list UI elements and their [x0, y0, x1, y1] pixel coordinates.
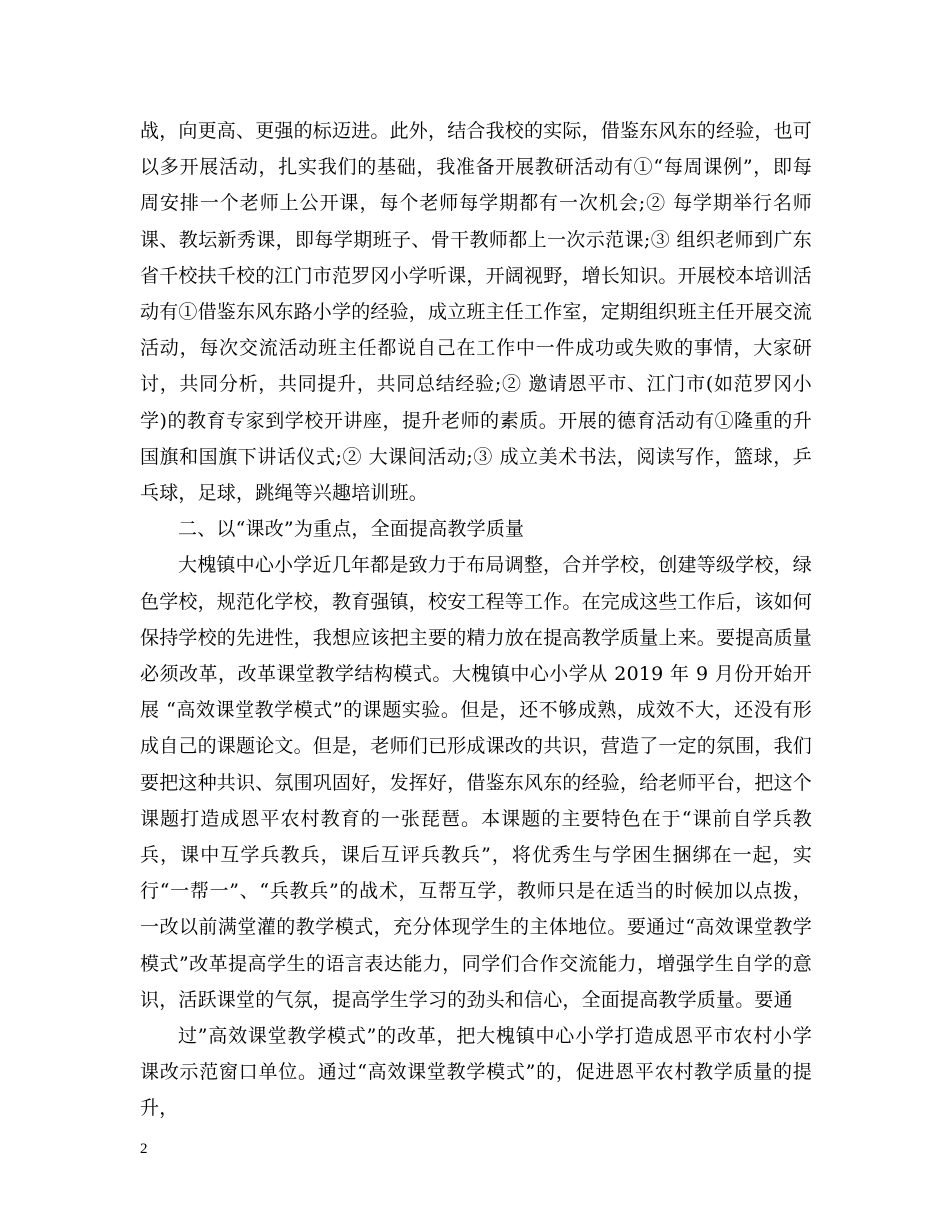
- body-paragraph: 大槐镇中心小学近几年都是致力于布局调整，合并学校，创建等级学校，绿色学校，规范化学校，教育强镇，校安工程等工作。在完成这些工作后，该如何保持学校的先进性，我想应该把主要的精力放在提高教学质量上来。要提高质量必须改革，改革课堂教学结构模式。大槐镇中心小学从 2019 年 9 月份开始开展 “高效课堂教学模式”的课题实验。但是，还不够成熟，成效不大，还没有形成自己的课题论文。但是，老师们已形成课改的共识，营造了一定的氛围，我们要把这种共识、氛围巩固好，发挥好，借鉴东风东的经验，给老师平台，把这个课题打造成恩平农村教育的一张琵琶。本课题的主要特色在于“课前自学兵教兵，课中互学兵教兵，课后互评兵教兵”，将优秀生与学困生捆绑在一起，实行“一帮一”、“兵教兵”的战术，互帮互学，教师只是在适当的时候加以点拨，一改以前满堂灌的教学模式，充分体现学生的主体地位。要通过“高效课堂教学模式”改革提高学生的语言表达能力，同学们合作交流能力，增强学生自学的意识，活跃课堂的气氛，提高学生学习的劲头和信心，全面提高教学质量。要通: [140, 554, 813, 1011]
- page-body: [140, 113, 812, 1127]
- body-paragraph: 过”高效课堂教学模式”的改革，把大槐镇中心小学打造成恩平市农村小学课改示范窗口单位。通过“高效课堂教学模式”的，促进恩平农村教学质量的提升，: [140, 1025, 812, 1120]
- body-paragraph-continuation: 战，向更高、更强的标迈进。此外，结合我校的实际，借鉴东风东的经验，也可以多开展活动，扎实我们的基础，我准备开展教研活动有①“每周课例”，即每周安排一个老师上公开课，每个老师每学期都有一次机会;② 每学期举行名师课、教坛新秀课，即每学期班子、骨干教师都上一次示范课;③ 组织老师到广东省千校扶千校的江门市范罗冈小学听课，开阔视野，增长知识。开展校本培训活动有①借鉴东风东路小学的经验，成立班主任工作室，定期组织班主任开展交流活动，每次交流活动班主任都说自己在工作中一件成功或失败的事情，大家研讨，共同分析，共同提升，共同总结经验;② 邀请恩平市、江门市(如范罗冈小学)的教育专家到学校开讲座，提升老师的素质。开展的德育活动有①隆重的升国旗和国旗下讲话仪式;② 大课间活动;③ 成立美术书法，阅读写作，篮球，乒乓球，足球，跳绳等兴趣培训班。: [140, 120, 813, 505]
- section-heading: 二、以“课改”为重点，全面提高教学质量: [178, 518, 525, 541]
- page-number: 2: [140, 1141, 148, 1157]
